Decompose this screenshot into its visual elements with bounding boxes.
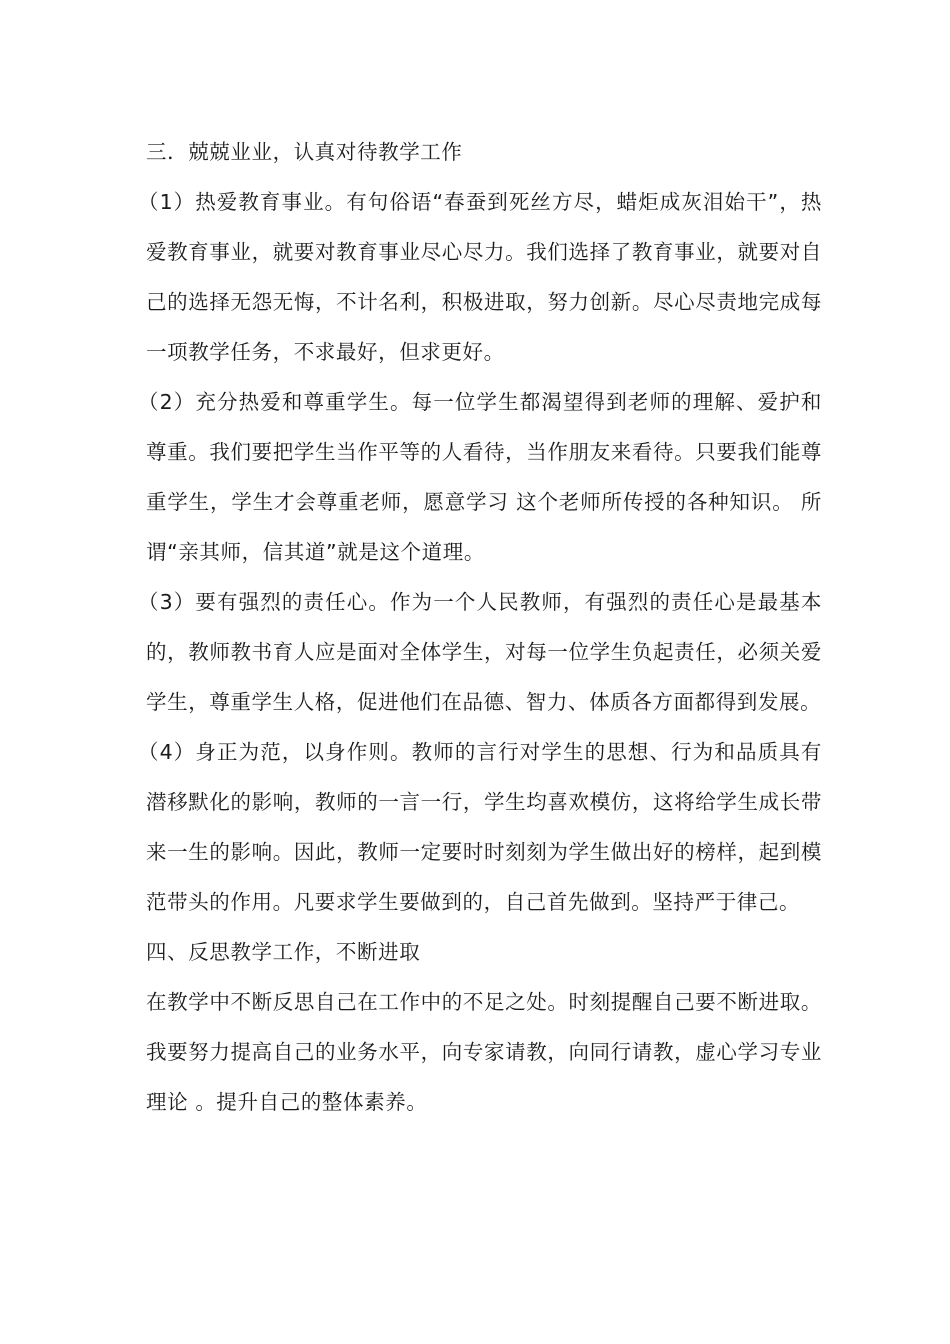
paragraph-role-model: （4）身正为范，以身作则。教师的言行对学生的思想、行为和品质具有潜移默化的影响，教师的一言一行，学生均喜欢模仿，这将给学生成长带来一生的影响。因此，教师一定要时时刻刻为学生做出好的榜样，起到模范带头的作用。凡要求学生要做到的，自己首先做到。坚持严于律己。 [138,740,822,914]
section-heading-3: 三．兢兢业业，认真对待教学工作 [146,140,463,164]
document-body [138,127,822,1127]
paragraph-love-education: （1）热爱教育事业。有句俗语“春蚕到死丝方尽，蜡炬成灰泪始干”，热爱教育事业，就要对教育事业尽心尽力。我们选择了教育事业，就要对自己的选择无怨无悔，不计名利，积极进取，努力创新。尽心尽责地完成每一项教学任务，不求最好，但求更好。 [138,190,822,364]
paragraph-respect-students: （2）充分热爱和尊重学生。每一位学生都渴望得到老师的理解、爱护和尊重。我们要把学生当作平等的人看待，当作朋友来看待。只要我们能尊重学生，学生才会尊重老师，愿意学习 这个老师所传授的各种知识。 所谓“亲其师，信其道”就是这个道理。 [138,390,822,564]
paragraph-responsibility: （3）要有强烈的责任心。作为一个人民教师，有强烈的责任心是最基本的，教师教书育人应是面对全体学生，对每一位学生负起责任，必须关爱学生，尊重学生人格，促进他们在品德、智力、体质各方面都得到发展。 [138,590,822,714]
paragraph-reflection: 在教学中不断反思自己在工作中的不足之处。时刻提醒自己要不断进取。我要努力提高自己的业务水平，向专家请教，向同行请教，虚心学习专业理论 。提升自己的整体素养。 [146,990,822,1114]
section-heading-4: 四、反思教学工作，不断进取 [146,940,421,964]
